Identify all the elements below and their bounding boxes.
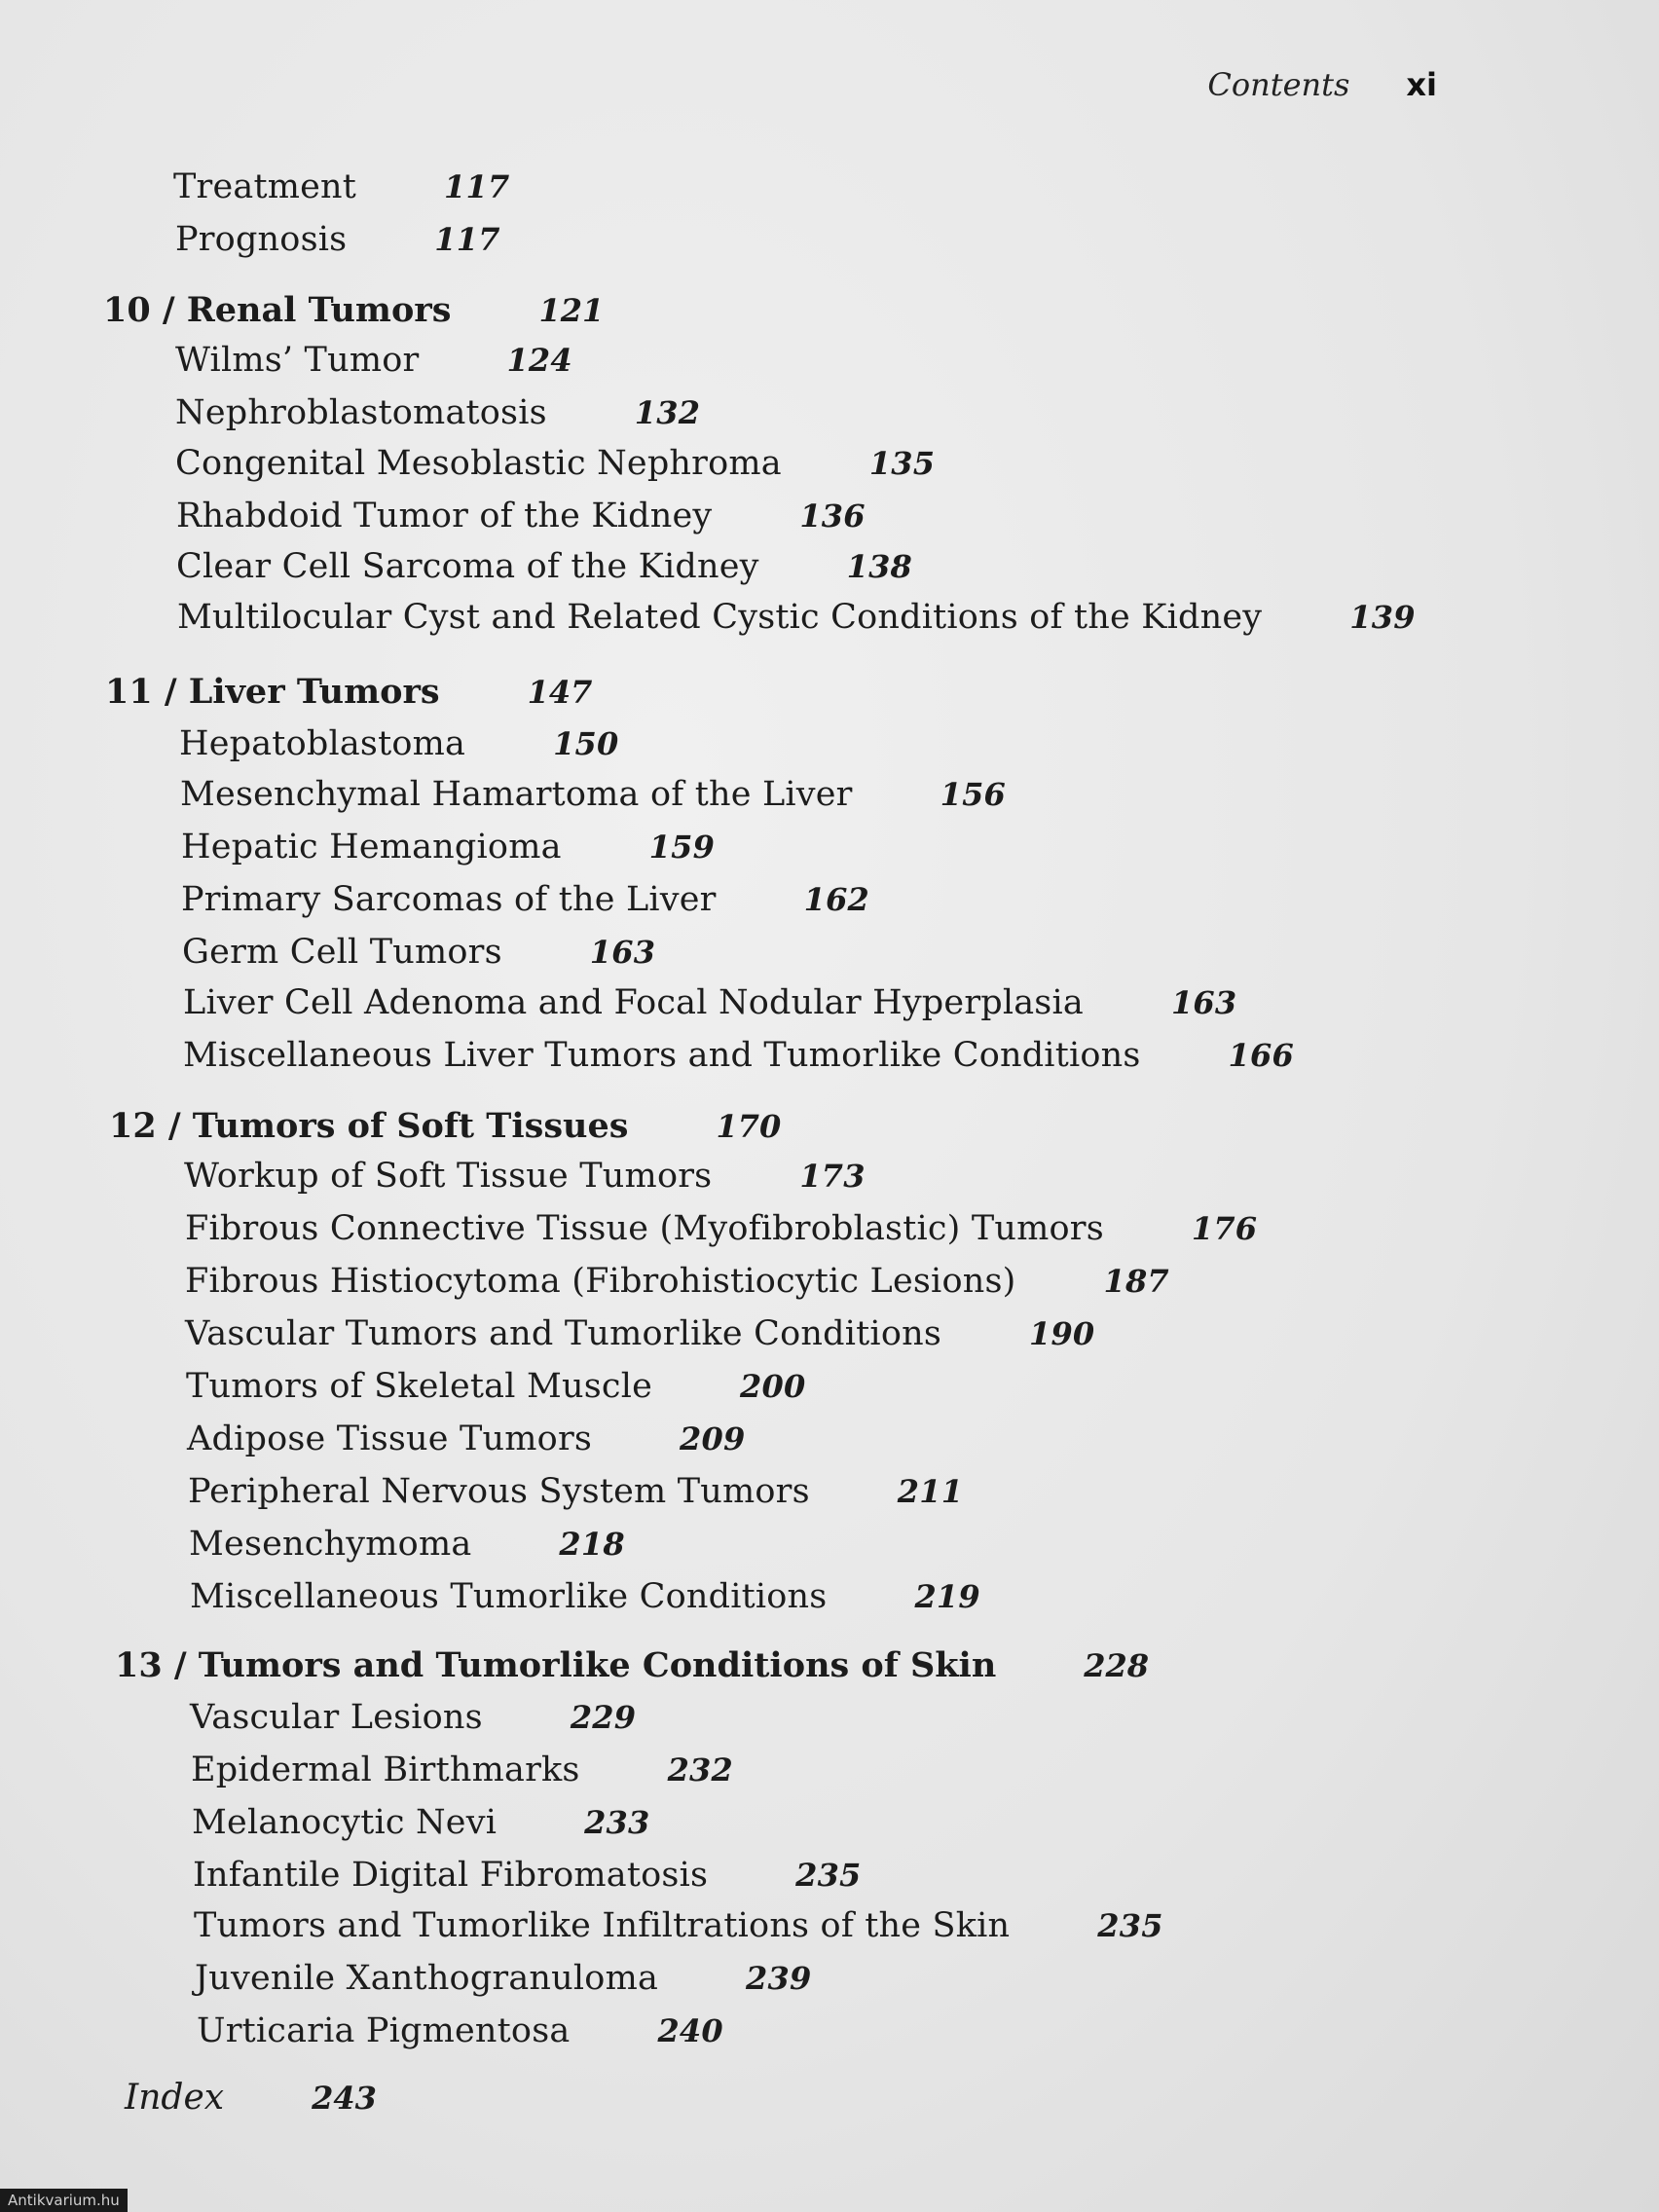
entry-title: Multilocular Cyst and Related Cystic Conditions of the Kidney	[177, 598, 1263, 637]
entry-title: Tumors of Skeletal Muscle	[186, 1367, 653, 1406]
entry-title: Vascular Lesions	[190, 1698, 483, 1737]
toc-entry	[176, 547, 912, 586]
entry-title: Mesenchymal Hamartoma of the Liver	[180, 775, 853, 814]
chapter-number: 13 /	[115, 1645, 187, 1685]
page-folio: xi	[1406, 66, 1437, 103]
entry-title: Peripheral Nervous System Tumors	[188, 1472, 810, 1511]
entry-title: Tumors and Tumorlike Infiltrations of the Skin	[194, 1906, 1011, 1945]
index-entry	[125, 2078, 377, 2118]
toc-entry	[194, 1906, 1163, 1945]
toc-entry	[184, 1157, 866, 1196]
entry-page: 150	[553, 725, 619, 762]
running-title: Contents	[1207, 66, 1350, 103]
toc-entry	[189, 1525, 625, 1564]
toc-entry	[176, 497, 866, 535]
toc-entry	[197, 2011, 723, 2050]
toc-entry	[193, 1856, 862, 1895]
entry-page: 211	[897, 1473, 964, 1510]
entry-title: Melanocytic Nevi	[192, 1803, 498, 1842]
entry-title: Infantile Digital Fibromatosis	[193, 1856, 709, 1895]
toc-entry	[185, 1209, 1257, 1248]
chapter-title: Liver Tumors	[188, 672, 440, 712]
chapter-number: 12 /	[109, 1106, 181, 1146]
chapter-page: 170	[716, 1108, 782, 1145]
toc-entry	[182, 933, 655, 972]
chapter-number: 11 /	[105, 672, 177, 712]
chapter-title: Tumors and Tumorlike Conditions of Skin	[198, 1645, 997, 1685]
entry-title: Hepatic Hemangioma	[181, 828, 562, 866]
toc-entry	[179, 724, 618, 763]
entry-title: Nephroblastomatosis	[175, 393, 547, 432]
entry-page: 159	[648, 829, 716, 866]
entry-title: Hepatoblastoma	[179, 724, 466, 763]
toc-entry	[175, 393, 700, 432]
entry-title: Workup of Soft Tissue Tumors	[184, 1157, 713, 1196]
toc-entry	[192, 1803, 650, 1842]
toc-entry	[183, 1036, 1294, 1075]
chapter-number: 10 /	[103, 290, 175, 330]
entry-page: 139	[1349, 599, 1416, 636]
toc-entry	[190, 1698, 636, 1737]
entry-page: 235	[1097, 1907, 1163, 1944]
entry-title: Primary Sarcomas of the Liver	[181, 880, 717, 919]
toc-entry	[181, 828, 715, 866]
toc-entry	[175, 341, 572, 380]
entry-title: Adipose Tissue Tumors	[187, 1419, 593, 1458]
toc-entry	[190, 1577, 980, 1616]
entry-title: Fibrous Connective Tissue (Myofibroblastic) Tumors	[185, 1209, 1104, 1248]
entry-page: 163	[1170, 984, 1237, 1021]
chapter-page: 147	[527, 674, 593, 711]
toc-entry	[195, 1959, 811, 1998]
toc-entry	[185, 1314, 1094, 1353]
entry-title: Clear Cell Sarcoma of the Kidney	[176, 547, 759, 586]
entry-page: 209	[680, 1420, 746, 1457]
entry-page: 163	[589, 934, 656, 971]
entry-page: 229	[570, 1699, 637, 1736]
entry-page: 117	[434, 221, 500, 258]
entry-page: 124	[506, 342, 572, 379]
toc-entry	[188, 1472, 963, 1511]
toc-entry	[175, 444, 935, 483]
chapter-heading	[103, 290, 604, 330]
entry-page: 235	[795, 1857, 862, 1894]
entry-page: 162	[803, 881, 870, 918]
entry-title: Vascular Tumors and Tumorlike Conditions	[185, 1314, 941, 1353]
toc-entry	[183, 983, 1236, 1022]
entry-page: 132	[634, 394, 701, 431]
entry-title: Urticaria Pigmentosa	[197, 2011, 571, 2050]
chapter-page: 228	[1084, 1647, 1150, 1684]
entry-title: Mesenchymoma	[189, 1525, 472, 1564]
index-title: Index	[125, 2078, 225, 2118]
entry-page: 233	[584, 1804, 650, 1841]
entry-title: Wilms’ Tumor	[175, 341, 420, 380]
entry-title: Miscellaneous Liver Tumors and Tumorlike Conditions	[183, 1036, 1141, 1075]
entry-page: 135	[868, 445, 936, 482]
toc-entry	[181, 880, 869, 919]
toc-entry	[191, 1751, 733, 1789]
entry-page: 187	[1103, 1263, 1169, 1300]
toc-entry	[186, 1367, 805, 1406]
chapter-title: Tumors of Soft Tissues	[192, 1106, 629, 1146]
entry-title: Treatment	[173, 167, 357, 206]
entry-page: 239	[746, 1960, 812, 1997]
entry-page: 166	[1228, 1037, 1294, 1074]
chapter-page: 121	[538, 292, 605, 329]
toc-entry	[180, 775, 1006, 814]
entry-page: 240	[657, 2012, 723, 2049]
page-header	[1207, 66, 1437, 103]
entry-page: 200	[740, 1368, 806, 1405]
entry-title: Rhabdoid Tumor of the Kidney	[176, 497, 713, 535]
toc-entry	[185, 1262, 1169, 1301]
entry-title: Epidermal Birthmarks	[191, 1751, 580, 1789]
entry-title: Prognosis	[175, 220, 348, 259]
chapter-title: Renal Tumors	[186, 290, 452, 330]
entry-title: Miscellaneous Tumorlike Conditions	[190, 1577, 828, 1616]
index-page: 243	[312, 2080, 377, 2117]
entry-page: 176	[1191, 1210, 1258, 1247]
entry-page: 138	[846, 548, 913, 585]
entry-title: Congenital Mesoblastic Nephroma	[175, 444, 782, 483]
entry-page: 190	[1029, 1315, 1095, 1352]
entry-page: 173	[799, 1158, 866, 1195]
entry-page: 218	[559, 1526, 625, 1563]
entry-title: Fibrous Histiocytoma (Fibrohistiocytic Lesions)	[185, 1262, 1016, 1301]
entry-title: Germ Cell Tumors	[182, 933, 502, 972]
entry-title: Liver Cell Adenoma and Focal Nodular Hyperplasia	[183, 983, 1084, 1022]
chapter-heading	[115, 1645, 1149, 1685]
toc-entry	[177, 598, 1416, 637]
watermark-label: Antikvarium.hu	[0, 2189, 128, 2212]
toc-entry	[173, 167, 509, 206]
toc-entry	[187, 1419, 745, 1458]
entry-page: 232	[667, 1751, 733, 1788]
entry-title: Juvenile Xanthogranuloma	[195, 1959, 659, 1998]
chapter-heading	[109, 1106, 781, 1146]
entry-page: 156	[940, 776, 1007, 813]
entry-page: 136	[799, 498, 866, 535]
entry-page: 117	[444, 168, 510, 205]
toc-entry	[175, 220, 500, 259]
chapter-heading	[105, 672, 592, 712]
entry-page: 219	[914, 1578, 980, 1615]
